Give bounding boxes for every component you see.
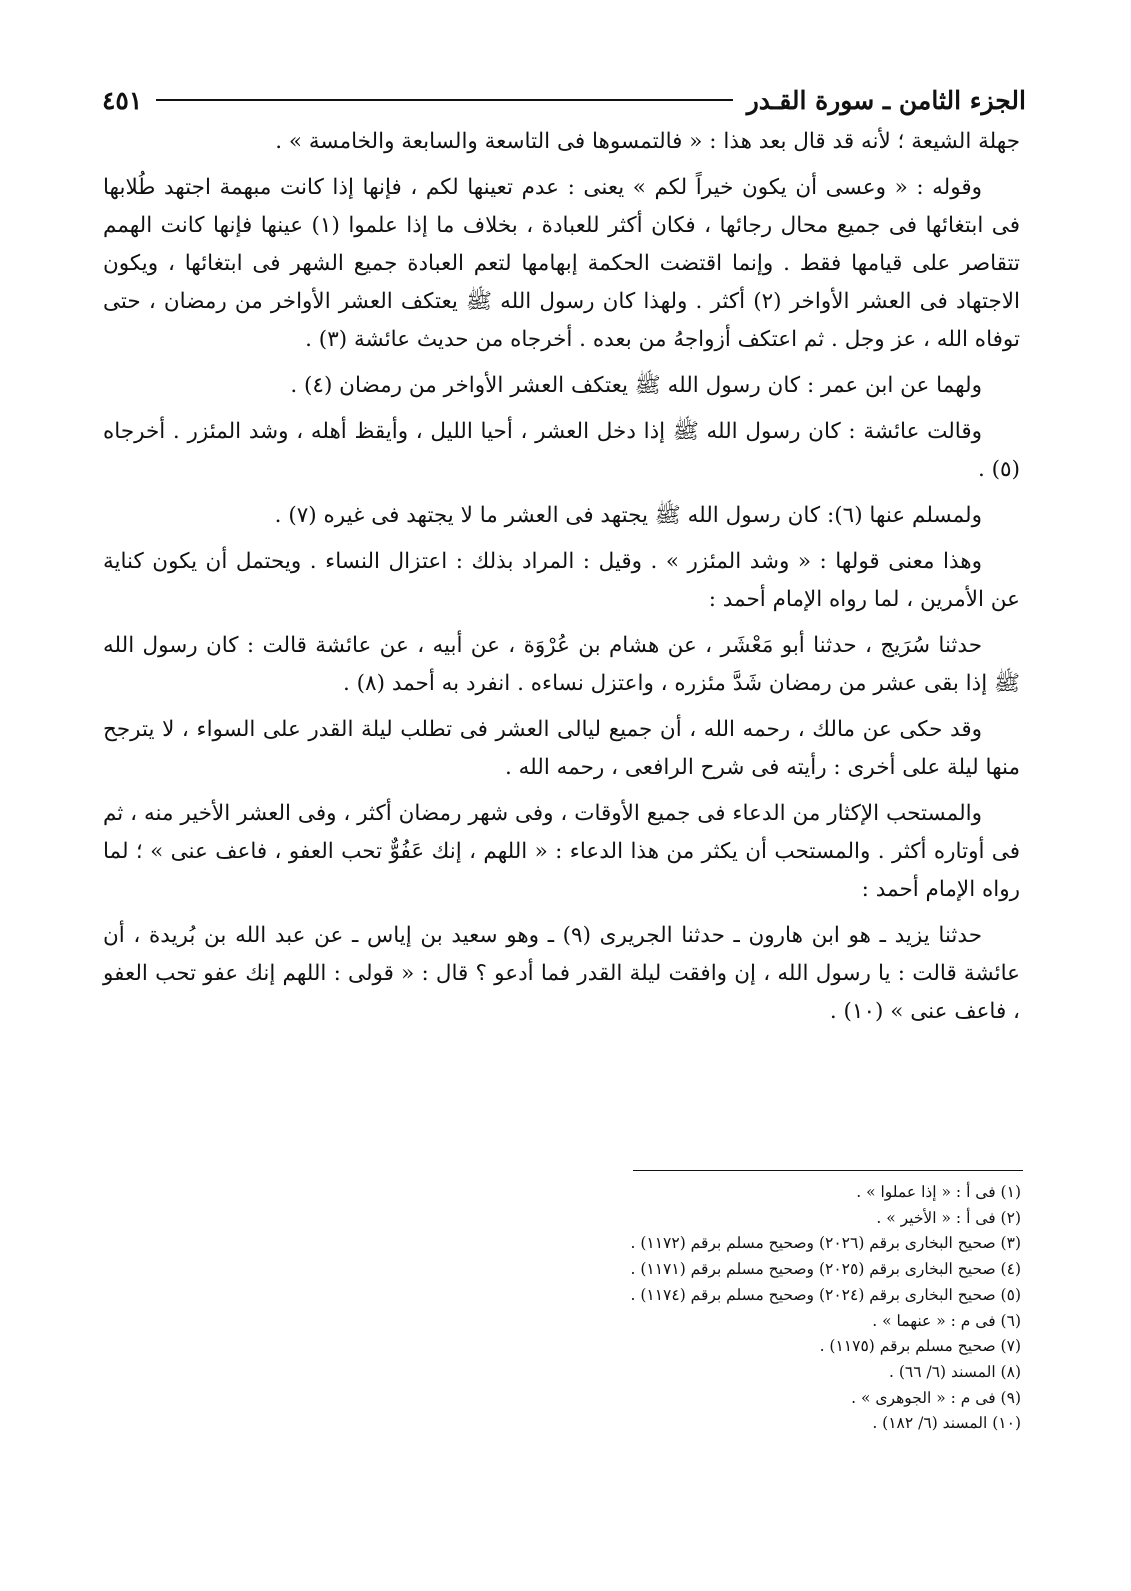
running-header <box>102 78 1026 122</box>
footnote: (٢) فى أ : « الأخير » . <box>876 1208 1021 1227</box>
running-title: الجزء الثامن ـ سورة القـدر <box>746 85 1026 115</box>
paragraph: وقوله : « وعسى أن يكون خيراً لكم » يعنى : عدم تعينها لكم ، فإنها إذا كانت مبهمة اجتهد طُلابها فى ابتغائها فى جميع محال رجائها ، فكان أكثر للعبادة ، بخلاف ما إذا علموا (١) عينها فإنها كانت الهمم تتقاصر على قيامها فقط . وإنما اقتضت الحكمة إبهامها لتعم العبادة جميع الشهر فى ابتغائها ، ويكون الاجتهاد فى العشر الأواخر (٢) أكثر . ولهذا كان رسول الله ﷺ يعتكف العشر الأواخر من رمضان ، حتى توفاه الله ، عز وجل . ثم اعتكف أزواجهُ من بعده . أخرجاه من حديث عائشة (٣) . <box>103 175 1021 352</box>
footnote-separator <box>633 1170 1023 1171</box>
footnote: (٦) فى م : « عنهما » . <box>872 1311 1021 1330</box>
footnote: (٤) صحيح البخارى برقم (٢٠٢٥) وصحيح مسلم برقم (١١٧١) . <box>630 1260 1021 1279</box>
footnotes <box>321 1180 1021 1437</box>
paragraph: ولمسلم عنها (٦): كان رسول الله ﷺ يجتهد فى العشر ما لا يجتهد فى غيره (٧) . <box>274 503 982 528</box>
paragraph: حدثنا سُرَيج ، حدثنا أبو مَعْشَر ، عن هشام بن عُرْوَة ، عن أبيه ، عن عائشة قالت : كان رسول الله ﷺ إذا بقى عشر من رمضان شَدَّ مئزره ، واعتزل نساءه . انفرد به أحمد (٨) . <box>103 633 1020 696</box>
header-rule <box>156 99 732 101</box>
footnote: (٨) المسند (٦/ ٦٦) . <box>888 1362 1021 1381</box>
footnote: (٥) صحيح البخارى برقم (٢٠٢٤) وصحيح مسلم برقم (١١٧٤) . <box>630 1285 1021 1304</box>
footnote: (٩) فى م : « الجوهرى » . <box>851 1388 1021 1407</box>
paragraph: وقد حكى عن مالك ، رحمه الله ، أن جميع ليالى العشر فى تطلب ليلة القدر على السواء ، لا يترجح منها ليلة على أخرى : رأيته فى شرح الرافعى ، رحمه الله . <box>103 717 1020 780</box>
footnote: (٣) صحيح البخارى برقم (٢٠٢٦) وصحيح مسلم برقم (١١٧٢) . <box>630 1234 1021 1253</box>
paragraph: وقالت عائشة : كان رسول الله ﷺ إذا دخل العشر ، أحيا الليل ، وأيقظ أهله ، وشد المئزر . أخرجاه (٥) . <box>103 419 1020 482</box>
footnote: (٧) صحيح مسلم برقم (١١٧٥) . <box>819 1337 1021 1356</box>
page-number: ٤٥١ <box>102 85 143 115</box>
paragraph: والمستحب الإكثار من الدعاء فى جميع الأوقات ، وفى شهر رمضان أكثر ، وفى العشر الأخير منه ، ثم فى أوتاره أكثر . والمستحب أن يكثر من هذا الدعاء : « اللهم ، إنك عَفُوٌّ تحب العفو ، فاعف عنى » ؛ لما رواه الإمام أحمد : <box>103 801 1020 902</box>
footnote: (١٠) المسند (٦/ ١٨٢) . <box>872 1414 1021 1433</box>
footnote: (١) فى أ : « إذا عملوا » . <box>856 1183 1021 1201</box>
paragraph: ولهما عن ابن عمر : كان رسول الله ﷺ يعتكف العشر الأواخر من رمضان (٤) . <box>290 373 982 398</box>
paragraph: جهلة الشيعة ؛ لأنه قد قال بعد هذا : « فالتمسوها فى التاسعة والسابعة والخامسة » . <box>275 129 1020 154</box>
paragraph: حدثنا يزيد ـ هو ابن هارون ـ حدثنا الجريرى (٩) ـ وهو سعيد بن إياس ـ عن عبد الله بن بُريدة ، أن عائشة قالت : يا رسول الله ، إن وافقت ليلة القدر فما أدعو ؟ قال : « قولى : اللهم إنك عفو تحب العفو ، فاعف عنى » (١٠) . <box>103 923 1020 1024</box>
body-text <box>103 123 1020 1039</box>
paragraph: وهذا معنى قولها : « وشد المئزر » . وقيل : المراد بذلك : اعتزال النساء . ويحتمل أن يكون كناية عن الأمرين ، لما رواه الإمام أحمد : <box>103 549 1020 612</box>
